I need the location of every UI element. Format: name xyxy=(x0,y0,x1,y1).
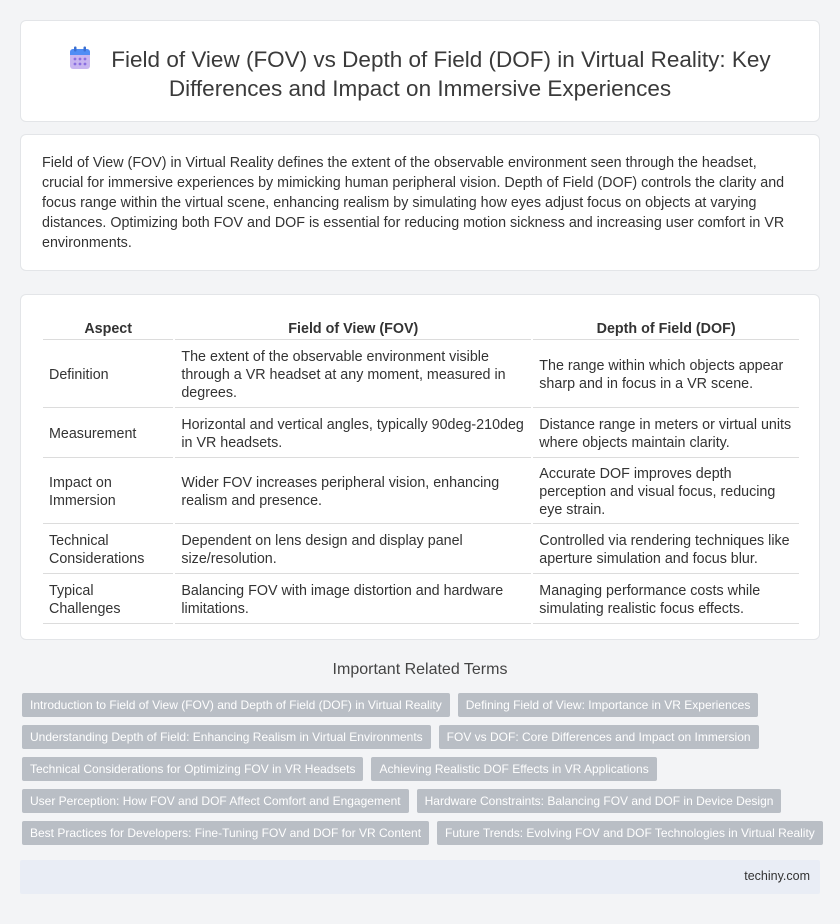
row-dof: Accurate DOF improves depth perception and visual focus, reducing eye strain. xyxy=(533,460,799,524)
tag-row xyxy=(22,789,822,821)
table-row xyxy=(43,410,799,458)
related-term-tag[interactable]: FOV vs DOF: Core Differences and Impact on Immersion xyxy=(439,725,759,749)
related-term-tag[interactable]: Technical Considerations for Optimizing FOV in VR Headsets xyxy=(22,757,363,781)
header-aspect: Aspect xyxy=(43,317,173,340)
row-fov: The extent of the observable environment visible through a VR headset at any moment, measured in degrees. xyxy=(175,342,531,408)
related-terms-title: Important Related Terms xyxy=(332,661,508,678)
related-term-tag[interactable]: User Perception: How FOV and DOF Affect Comfort and Engagement xyxy=(22,789,409,813)
tag-row xyxy=(22,725,822,757)
row-dof: The range within which objects appear sharp and in focus in a VR scene. xyxy=(533,342,799,408)
page-title xyxy=(51,45,789,103)
row-aspect: Measurement xyxy=(43,410,173,458)
related-term-tag[interactable]: Future Trends: Evolving FOV and DOF Technologies in Virtual Reality xyxy=(437,821,823,845)
related-term-tag[interactable]: Best Practices for Developers: Fine-Tuning FOV and DOF for VR Content xyxy=(22,821,429,845)
intro-card xyxy=(20,134,820,271)
tag-row xyxy=(22,757,822,789)
tag-row xyxy=(22,693,822,725)
row-fov: Dependent on lens design and display panel size/resolution. xyxy=(175,526,531,574)
row-fov: Balancing FOV with image distortion and hardware limitations. xyxy=(175,576,531,624)
related-terms-list xyxy=(22,693,822,853)
related-term-tag[interactable]: Understanding Depth of Field: Enhancing Realism in Virtual Environments xyxy=(22,725,431,749)
row-dof: Managing performance costs while simulating realistic focus effects. xyxy=(533,576,799,624)
table-row xyxy=(43,460,799,524)
calendar-icon xyxy=(69,46,91,70)
row-aspect: Technical Considerations xyxy=(43,526,173,574)
table-header-row xyxy=(43,317,799,340)
row-aspect: Impact on Immersion xyxy=(43,460,173,524)
tag-row xyxy=(22,821,822,853)
related-term-tag[interactable]: Achieving Realistic DOF Effects in VR Applications xyxy=(371,757,656,781)
table-row xyxy=(43,576,799,624)
title-wrap xyxy=(51,45,789,103)
row-fov: Horizontal and vertical angles, typically 90deg-210deg in VR headsets. xyxy=(175,410,531,458)
header-fov: Field of View (FOV) xyxy=(175,317,531,340)
row-aspect: Typical Challenges xyxy=(43,576,173,624)
table-row xyxy=(43,526,799,574)
page-title-text: Field of View (FOV) vs Depth of Field (DOF) in Virtual Reality: Key Differences and Impact on Immersive Experiences xyxy=(111,47,771,101)
table-row xyxy=(43,342,799,408)
related-term-tag[interactable]: Defining Field of View: Importance in VR Experiences xyxy=(458,693,759,717)
header-dof: Depth of Field (DOF) xyxy=(533,317,799,340)
related-term-tag[interactable]: Hardware Constraints: Balancing FOV and DOF in Device Design xyxy=(417,789,782,813)
related-term-tag[interactable]: Introduction to Field of View (FOV) and Depth of Field (DOF) in Virtual Reality xyxy=(22,693,450,717)
footer xyxy=(20,860,820,894)
comparison-table xyxy=(41,315,801,626)
row-dof: Distance range in meters or virtual units where objects maintain clarity. xyxy=(533,410,799,458)
site-name[interactable]: techiny.com xyxy=(744,869,810,883)
row-fov: Wider FOV increases peripheral vision, enhancing realism and presence. xyxy=(175,460,531,524)
header-card xyxy=(20,20,820,122)
intro-paragraph: Field of View (FOV) in Virtual Reality defines the extent of the observable environment seen through the headset, crucial for immersive experiences by mimicking human peripheral vision. Depth of Field (DOF) controls the clarity and focus range within the virtual scene, enhancing realism by simulating how eyes adjust focus on objects at varying distances. Optimizing both FOV and DOF is essential for reducing motion sickness and increasing user comfort in VR environments. xyxy=(42,155,785,251)
comparison-card xyxy=(20,294,820,640)
row-dof: Controlled via rendering techniques like aperture simulation and focus blur. xyxy=(533,526,799,574)
row-aspect: Definition xyxy=(43,342,173,408)
